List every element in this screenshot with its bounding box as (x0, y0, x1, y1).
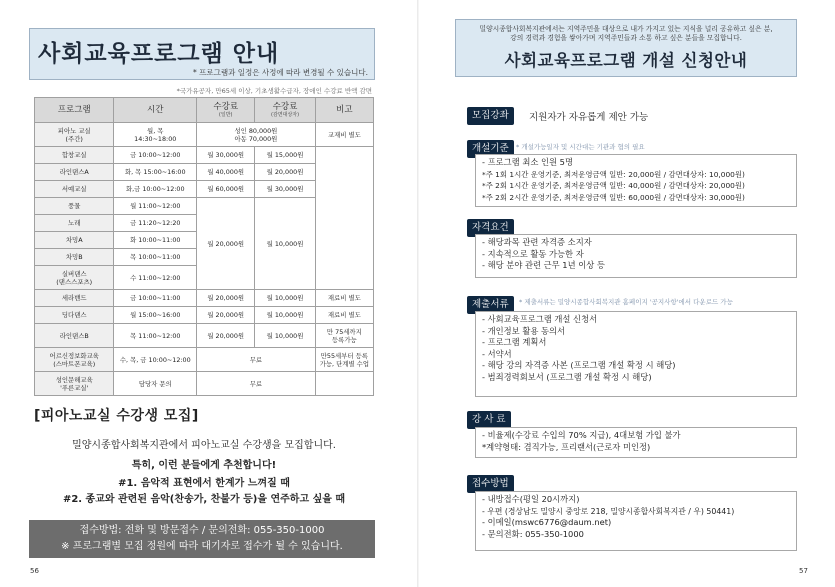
cell-program: 차밍A (35, 232, 114, 249)
fee-line: *계약형태: 겸직가능, 프리랜서(근로자 미인정) (482, 441, 651, 452)
table-row (35, 123, 374, 147)
left-page (0, 0, 417, 587)
cell-fee-reduced: 월 30,000원 (255, 181, 315, 198)
cell-program: 라인댄스B (35, 324, 114, 348)
cell-time: 금 11:20~12:20 (114, 215, 197, 232)
table-row (35, 372, 374, 396)
criteria-hint: * 개설가능일자 및 시간대는 기관과 협의 필요 (516, 143, 645, 151)
cell-time: 금 10:00~11:00 (114, 290, 197, 307)
cell-time: 월 15:00~16:00 (114, 307, 197, 324)
cell-time: 금 10:00~12:00 (114, 147, 197, 164)
table-row (35, 290, 374, 307)
cell-fee: 월 20,000원 (197, 324, 255, 348)
qualifications-box (475, 234, 797, 278)
piano-intro (34, 436, 374, 451)
header-fee-general: 수강료 (일반) (197, 98, 255, 123)
cell-time: 화,금 10:00~12:00 (114, 181, 197, 198)
application-line: - 내방접수(평일 20시까지) (482, 494, 580, 504)
document-line: - 프로그램 계획서 (482, 337, 547, 347)
piano-line: #1. 음악적 표현에서 한계가 느껴질 때 (118, 478, 290, 489)
footer-contact-bar (29, 520, 375, 558)
documents-box (475, 311, 797, 397)
cell-fee-merged: 월 20,000원 (197, 198, 255, 290)
cell-note: 교재비 별도 (315, 123, 373, 147)
cell-note: 재료비 별도 (315, 307, 373, 324)
tag-documents: 제출서류 (467, 296, 514, 314)
piano-point-1 (34, 474, 374, 489)
cell-fee: 무료 (197, 372, 316, 396)
instructor-fee-box (475, 427, 797, 458)
cell-note (315, 147, 373, 290)
cell-fee-reduced: 월 10,000원 (255, 324, 315, 348)
cell-program: 피아노 교실 (주간) (35, 123, 114, 147)
application-box (475, 491, 797, 551)
criteria-line: - 프로그램 최소 인원 5명 (482, 157, 573, 167)
cell-fee-reduced: 월 20,000원 (255, 164, 315, 181)
cell-fee: 성인 80,000원 아동 70,000원 (197, 123, 316, 147)
cell-fee: 월 30,000원 (197, 147, 255, 164)
cell-program: 서예교실 (35, 181, 114, 198)
cell-fee: 월 20,000원 (197, 307, 255, 324)
document-line: - 사회교육프로그램 개설 신청서 (482, 314, 598, 324)
cell-program: 노래 (35, 215, 114, 232)
cell-fee: 월 40,000원 (197, 164, 255, 181)
qualification-line: - 해당 분야 관련 근무 1년 이상 등 (482, 260, 605, 270)
cell-program: 합창교실 (35, 147, 114, 164)
criteria-box (475, 154, 797, 207)
application-line: - 이메일(mswc6776@daum.net) (482, 517, 612, 527)
header-time: 시간 (114, 98, 197, 123)
right-page (419, 0, 835, 587)
cell-fee: 월 60,000원 (197, 181, 255, 198)
table-row (35, 147, 374, 164)
cell-time: 월 11:00~12:00 (114, 198, 197, 215)
header-program: 프로그램 (35, 98, 114, 123)
documents-hint: * 제출서류는 밀양시종합사회복지관 홈페이지 '공지사항'에서 다운로드 가능 (519, 298, 733, 306)
document-line: - 서약서 (482, 348, 512, 359)
piano-line: 밀양시종합사회복지관에서 피아노교실 수강생을 모집합니다. (72, 440, 336, 451)
cell-fee: 무료 (197, 348, 316, 372)
criteria-line: *주 1회 1시간 운영기준, 최저운영금액 일반: 20,000원 / 감면대상자: 10,000원) (482, 169, 745, 179)
tag-instructor-fee: 강 사 료 (467, 411, 511, 429)
cell-note: 만55세부터 등록 가능, 단계별 수업 (315, 348, 373, 372)
eligibility-note: *국가유공자, 만65세 이상, 기초생활수급자, 장애인 수강료 반액 감면 (176, 87, 372, 95)
cell-fee-reduced: 월 10,000원 (255, 290, 315, 307)
cell-fee-reduced: 월 15,000원 (255, 147, 315, 164)
cell-note (315, 372, 373, 396)
header-fee-reduced: 수강료 (감면대상자) (255, 98, 315, 123)
table-row (35, 324, 374, 348)
cell-time: 목 10:00~11:00 (114, 249, 197, 266)
piano-recommend (34, 456, 374, 471)
footer-line-1: 접수방법: 전화 및 방문접수 / 문의전화: 055-350-1000 (79, 525, 325, 536)
cell-time: 목 11:00~12:00 (114, 324, 197, 348)
piano-line: #2. 종교와 관련된 음악(찬송가, 찬불가 등)을 연주하고 싶을 때 (62, 494, 346, 505)
cell-time: 화 10:00~11:00 (114, 232, 197, 249)
document-line: - 개인정보 활용 동의서 (482, 325, 566, 336)
cell-program: 세라밴드 (35, 290, 114, 307)
table-header-row (35, 98, 374, 123)
document-line: - 범죄경력회보서 (프로그램 개설 확정 시 해당) (482, 371, 652, 382)
right-title-box (455, 19, 797, 77)
cell-time: 화, 목 15:00~16:00 (114, 164, 197, 181)
criteria-line: *주 2회 1시간 운영기준, 최저운영금액 일반: 40,000원 / 감면대상자: 20,000원) (482, 181, 745, 190)
page-number-right: 57 (799, 567, 808, 575)
title-note: * 프로그램과 일정은 사정에 따라 변경될 수 있습니다. (193, 68, 368, 77)
qualification-line: - 해당과목 관련 자격증 소지자 (482, 237, 592, 247)
cell-program: 성인문해교육 '푸른교실' (35, 372, 114, 396)
right-page-title: 사회교육프로그램 개설 신청안내 (504, 51, 748, 70)
courses-text: 지원자가 자유롭게 제안 가능 (529, 112, 649, 123)
cell-time: 수, 목, 금 10:00~12:00 (114, 348, 197, 372)
page-title: 사회교육프로그램 안내 (38, 41, 280, 67)
program-table (34, 97, 374, 396)
piano-point-2 (34, 490, 374, 505)
footer-line-2: ※ 프로그램별 모집 정원에 따라 대기자로 접수가 될 수 있습니다. (61, 541, 343, 552)
cell-time: 수 11:00~12:00 (114, 266, 197, 290)
cell-fee: 월 20,000원 (197, 290, 255, 307)
cell-program: 실버댄스 (댄스스포츠) (35, 266, 114, 290)
piano-line: 특히, 이런 분들에게 추천합니다! (131, 460, 277, 471)
tag-criteria: 개설기준 (467, 140, 514, 158)
cell-fee-reduced-merged: 월 10,000원 (255, 198, 315, 290)
cell-note: 만 75세까지 등록가능 (315, 324, 373, 348)
cell-program: 라인댄스A (35, 164, 114, 181)
application-line: - 문의전화: 055-350-1000 (482, 528, 584, 539)
cell-program: 풍물 (35, 198, 114, 215)
tag-qualifications: 자격요건 (467, 219, 514, 237)
document-line: - 해당 강의 자격증 사본 (프로그램 개설 확정 시 해당) (482, 360, 676, 370)
criteria-line: *주 2회 2시간 운영기준, 최저운영금액 일반: 60,000원 / 감면대상자: 30,000원) (482, 192, 745, 202)
header-note: 비고 (315, 98, 373, 123)
cell-time: 담당자 문의 (114, 372, 197, 396)
qualification-line: - 지속적으로 활동 가능한 자 (482, 248, 584, 259)
table-row (35, 307, 374, 324)
piano-section-title: [피아노교실 수강생 모집] (34, 408, 199, 424)
tag-application: 접수방법 (467, 475, 514, 493)
cell-program: 딩다댄스 (35, 307, 114, 324)
table-row (35, 348, 374, 372)
intro-line-1: 밀양시종합사회복지관에서는 지역주민을 대상으로 내가 가지고 있는 지식을 널리 공유하고 싶은 분, (479, 25, 773, 33)
fee-line: - 비율제(수강료 수입의 70% 지급), 4대보험 가입 불가 (482, 430, 681, 440)
page-number-left: 56 (30, 567, 39, 575)
application-line: - 우편 (경상남도 밀양시 중앙로 218, 밀양시종합사회복지관 / 우) 50441) (482, 506, 735, 516)
intro-line-2: 강의 경력과 경험을 쌓아가며 지역주민들과 소통 하고 싶은 분들을 모집합니다. (510, 34, 742, 42)
left-title-box (29, 28, 375, 80)
cell-program: 차밍B (35, 249, 114, 266)
cell-time: 월, 목 14:30~18:00 (114, 123, 197, 147)
cell-note: 재료비 별도 (315, 290, 373, 307)
cell-program: 어르신정보화교육 (스마트폰교육) (35, 348, 114, 372)
cell-fee-reduced: 월 10,000원 (255, 307, 315, 324)
tag-courses: 모집강좌 (467, 107, 514, 125)
